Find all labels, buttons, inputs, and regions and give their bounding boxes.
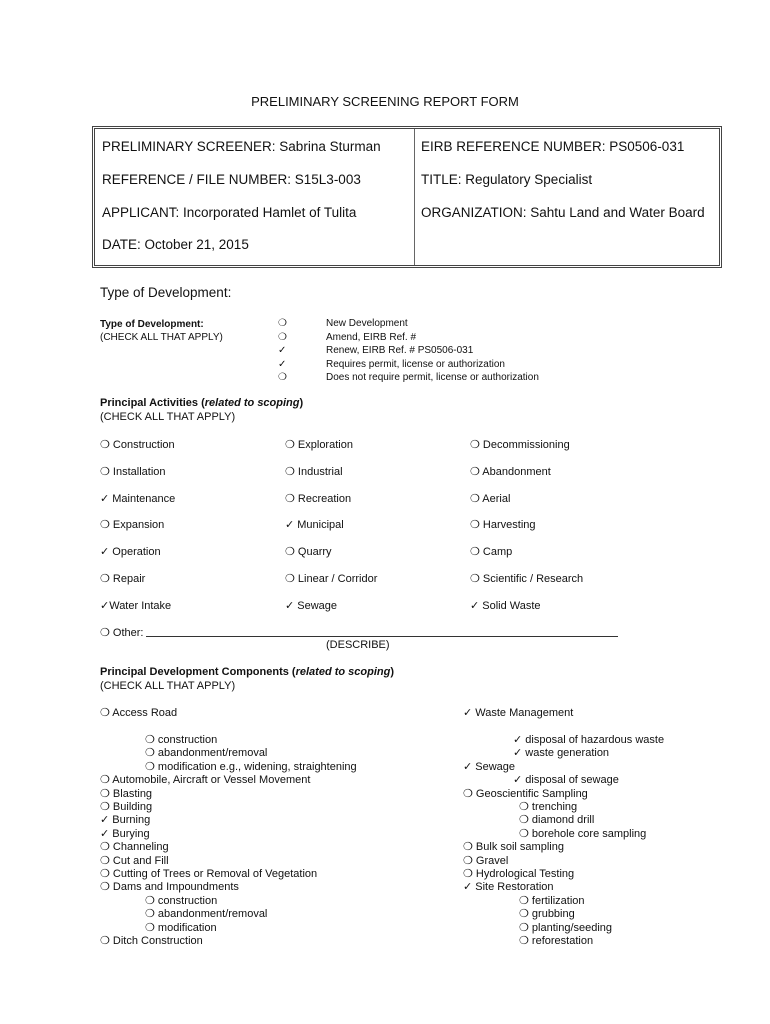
type-of-development-heading: Type of Development: xyxy=(100,285,232,300)
activity-checkbox-item[interactable]: ❍ Installation xyxy=(100,465,166,478)
reference-field: REFERENCE / FILE NUMBER: S15L3-003 xyxy=(102,172,361,187)
option-checkbox[interactable]: ✓ xyxy=(278,345,287,356)
principal-activities-sub: (CHECK ALL THAT APPLY) xyxy=(100,411,236,423)
component-checkbox-item[interactable]: ❍ modification xyxy=(145,921,217,934)
activity-checkbox-item[interactable]: ❍ Industrial xyxy=(285,465,343,478)
component-checkbox-item[interactable]: ❍ Dams and Impoundments xyxy=(100,881,239,894)
option-checkbox[interactable]: ❍ xyxy=(278,372,287,383)
component-checkbox-item[interactable]: ❍ Bulk soil sampling xyxy=(463,841,564,854)
activity-checkbox-item[interactable]: ✓ Solid Waste xyxy=(470,599,541,612)
option-checkbox[interactable]: ✓ xyxy=(278,358,287,370)
component-checkbox-item[interactable]: ❍ Geoscientific Sampling xyxy=(463,787,588,800)
component-checkbox-item[interactable]: ❍ Channeling xyxy=(100,841,169,854)
applicant-field: APPLICANT: Incorporated Hamlet of Tulita xyxy=(102,205,357,220)
component-checkbox-item[interactable]: ❍ construction xyxy=(145,894,218,907)
component-checkbox-item[interactable]: ✓ disposal of sewage xyxy=(513,774,619,787)
date-field: DATE: October 21, 2015 xyxy=(102,237,249,252)
component-checkbox-item[interactable]: ✓ Burning xyxy=(100,814,151,827)
option-label: Requires permit, license or authorization xyxy=(326,358,505,370)
component-checkbox-item[interactable]: ❍ Building xyxy=(100,801,153,813)
activity-checkbox-item[interactable]: ❍ Harvesting xyxy=(470,519,536,532)
access-road-item[interactable]: ❍ Access Road xyxy=(100,707,178,719)
header-info-box xyxy=(92,126,722,268)
other-underline xyxy=(146,636,618,637)
activity-checkbox-item[interactable]: ✓ Maintenance xyxy=(100,492,176,505)
principal-activities-heading: Principal Activities (related to scoping) xyxy=(100,397,304,409)
component-checkbox-item[interactable]: ❍ Ditch Construction xyxy=(100,935,203,947)
activity-checkbox-item[interactable]: ❍ Scientific / Research xyxy=(470,573,584,585)
activity-checkbox-item[interactable]: ❍ Recreation xyxy=(285,492,352,505)
activity-checkbox-item[interactable]: ✓ Operation xyxy=(100,546,161,559)
activity-checkbox-item[interactable]: ❍ Repair xyxy=(100,573,146,585)
component-checkbox-item[interactable]: ❍ abandonment/removal xyxy=(145,747,268,760)
describe-label: (DESCRIBE) xyxy=(326,639,390,651)
component-checkbox-item[interactable]: ❍ Gravel xyxy=(463,854,509,867)
components-sub: (CHECK ALL THAT APPLY) xyxy=(100,680,236,692)
activity-checkbox-item[interactable]: ✓ Municipal xyxy=(285,519,344,532)
activity-checkbox-item[interactable]: ❍ Expansion xyxy=(100,519,165,532)
option-checkbox[interactable]: ❍ xyxy=(278,318,287,329)
type-of-development-label: Type of Development: xyxy=(100,319,204,330)
option-label: New Development xyxy=(326,318,408,329)
option-label: Does not require permit, license or authorization xyxy=(326,372,539,383)
activity-checkbox-item[interactable]: ❍ Construction xyxy=(100,439,175,451)
component-checkbox-item[interactable]: ❍ Automobile, Aircraft or Vessel Movement xyxy=(100,774,311,787)
activity-checkbox-item[interactable]: ✓Water Intake xyxy=(100,599,172,612)
component-checkbox-item[interactable]: ❍ Blasting xyxy=(100,787,153,800)
option-label: Amend, EIRB Ref. # xyxy=(326,331,417,343)
activity-checkbox-item[interactable]: ❍ Abandonment xyxy=(470,465,551,478)
eirb-ref-field: EIRB REFERENCE NUMBER: PS0506-031 xyxy=(421,139,685,154)
component-checkbox-item[interactable]: ❍ diamond drill xyxy=(519,814,595,827)
activity-checkbox-item[interactable]: ❍ Aerial xyxy=(470,492,511,505)
screener-field: PRELIMINARY SCREENER: Sabrina Sturman xyxy=(102,139,381,154)
activity-checkbox-item[interactable]: ❍ Linear / Corridor xyxy=(285,573,378,585)
component-checkbox-item[interactable]: ✓ waste generation xyxy=(513,747,610,760)
waste-management-item[interactable]: ✓ Waste Management xyxy=(463,707,574,719)
component-checkbox-item[interactable]: ❍ Cut and Fill xyxy=(100,854,169,867)
component-checkbox-item[interactable]: ❍ construction xyxy=(145,734,218,746)
component-checkbox-item[interactable]: ❍ modification e.g., widening, straightening xyxy=(145,760,357,773)
activity-checkbox-item[interactable]: ❍ Camp xyxy=(470,546,513,559)
activity-checkbox-item[interactable]: ❍ Exploration xyxy=(285,439,353,451)
organization-field: ORGANIZATION: Sahtu Land and Water Board xyxy=(421,205,705,220)
component-checkbox-item[interactable]: ✓ Sewage xyxy=(463,760,516,773)
components-heading: Principal Development Components (related to scoping) xyxy=(100,666,395,678)
type-of-development-sublabel: (CHECK ALL THAT APPLY) xyxy=(100,332,223,343)
component-checkbox-item[interactable]: ❍ trenching xyxy=(519,801,578,813)
component-checkbox-item[interactable]: ✓ disposal of hazardous waste xyxy=(513,734,665,746)
component-checkbox-item[interactable]: ✓ Site Restoration xyxy=(463,881,554,894)
component-checkbox-item[interactable]: ❍ Cutting of Trees or Removal of Vegetation xyxy=(100,868,318,880)
activity-checkbox-item[interactable]: ❍ Quarry xyxy=(285,546,332,559)
component-checkbox-item[interactable]: ✓ Burying xyxy=(100,827,150,840)
other-field[interactable]: ❍ Other: xyxy=(100,627,144,639)
activity-checkbox-item[interactable]: ❍ Decommissioning xyxy=(470,439,570,451)
option-checkbox[interactable]: ❍ xyxy=(278,331,287,343)
form-title: PRELIMINARY SCREENING REPORT FORM xyxy=(251,94,519,109)
component-checkbox-item[interactable]: ❍ borehole core sampling xyxy=(519,827,647,840)
title-field: TITLE: Regulatory Specialist xyxy=(421,172,593,187)
component-checkbox-item[interactable]: ❍ grubbing xyxy=(519,908,575,921)
activity-checkbox-item[interactable]: ✓ Sewage xyxy=(285,599,338,612)
component-checkbox-item[interactable]: ❍ fertilization xyxy=(519,894,585,907)
component-checkbox-item[interactable]: ❍ reforestation xyxy=(519,935,594,947)
header-divider xyxy=(414,129,415,265)
component-checkbox-item[interactable]: ❍ Hydrological Testing xyxy=(463,868,575,880)
option-label: Renew, EIRB Ref. # PS0506-031 xyxy=(326,345,474,356)
component-checkbox-item[interactable]: ❍ abandonment/removal xyxy=(145,908,268,921)
component-checkbox-item[interactable]: ❍ planting/seeding xyxy=(519,921,613,934)
